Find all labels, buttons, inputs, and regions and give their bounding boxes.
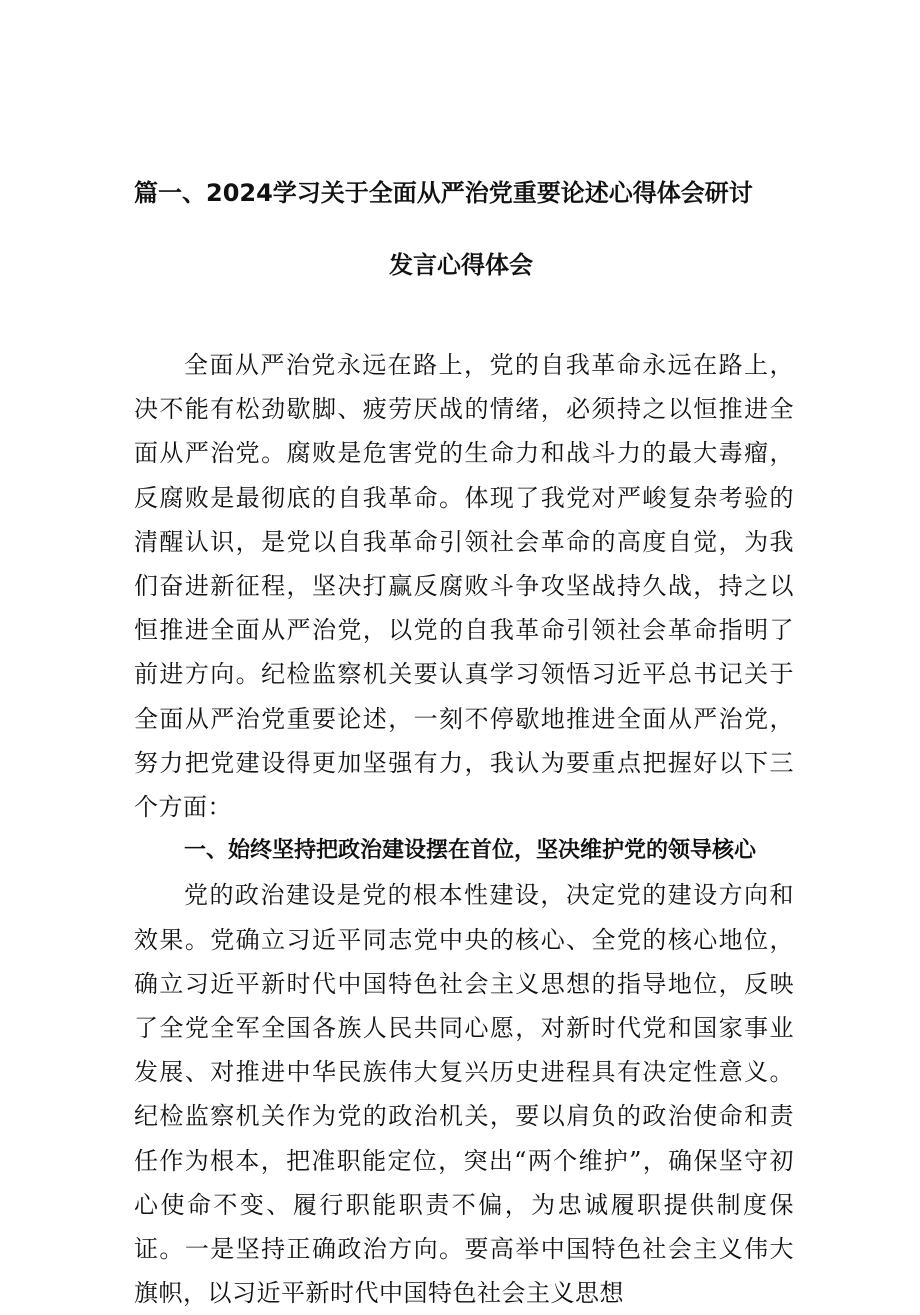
- document-title-line-2: 发言心得体会: [389, 251, 533, 279]
- document-body: [134, 343, 794, 1315]
- document-title-line-1: 篇一、2024学习关于全面从严治党重要论述心得体会研讨: [134, 179, 753, 207]
- section-paragraph-1: 党的政治建设是党的根本性建设，决定党的建设方向和效果。党确立习近平同志党中央的核心、全党的核心地位，确立习近平新时代中国特色社会主义思想的指导地位，反映了全党全军全国各族人民共同心愿，对新时代党和国家事业发展、对推进中华民族伟大复兴历史进程具有决定性意义。纪检监察机关作为党的政治机关，要以肩负的政治使命和责任作为根本，把准职能定位，突出“两个维护”，确保坚守初心使命不变、履行职能职责不偏，为忠诚履职提供制度保证。一是坚持正确政治方向。要高举中国特色社会主义伟大旗帜，以习近平新时代中国特色社会主义思想: [134, 881, 794, 1308]
- section-heading-1: 一、始终坚持把政治建设摆在首位，坚决维护党的领导核心: [184, 838, 757, 864]
- intro-paragraph: 全面从严治党永远在路上，党的自我革命永远在路上，决不能有松劲歇脚、疲劳厌战的情绪，必须持之以恒推进全面从严治党。腐败是危害党的生命力和战斗力的最大毒瘤，反腐败是最彻底的自我革命。体现了我党对严峻复杂考验的清醒认识，是党以自我革命引领社会革命的高度自觉，为我们奋进新征程，坚决打赢反腐败斗争攻坚战持久战，持之以恒推进全面从严治党，以党的自我革命引领社会革命指明了前进方向。纪检监察机关要认真学习领悟习近平总书记关于全面从严治党重要论述，一刻不停歇地推进全面从严治党，努力把党建设得更加坚强有力，我认为要重点把握好以下三个方面：: [134, 351, 794, 822]
